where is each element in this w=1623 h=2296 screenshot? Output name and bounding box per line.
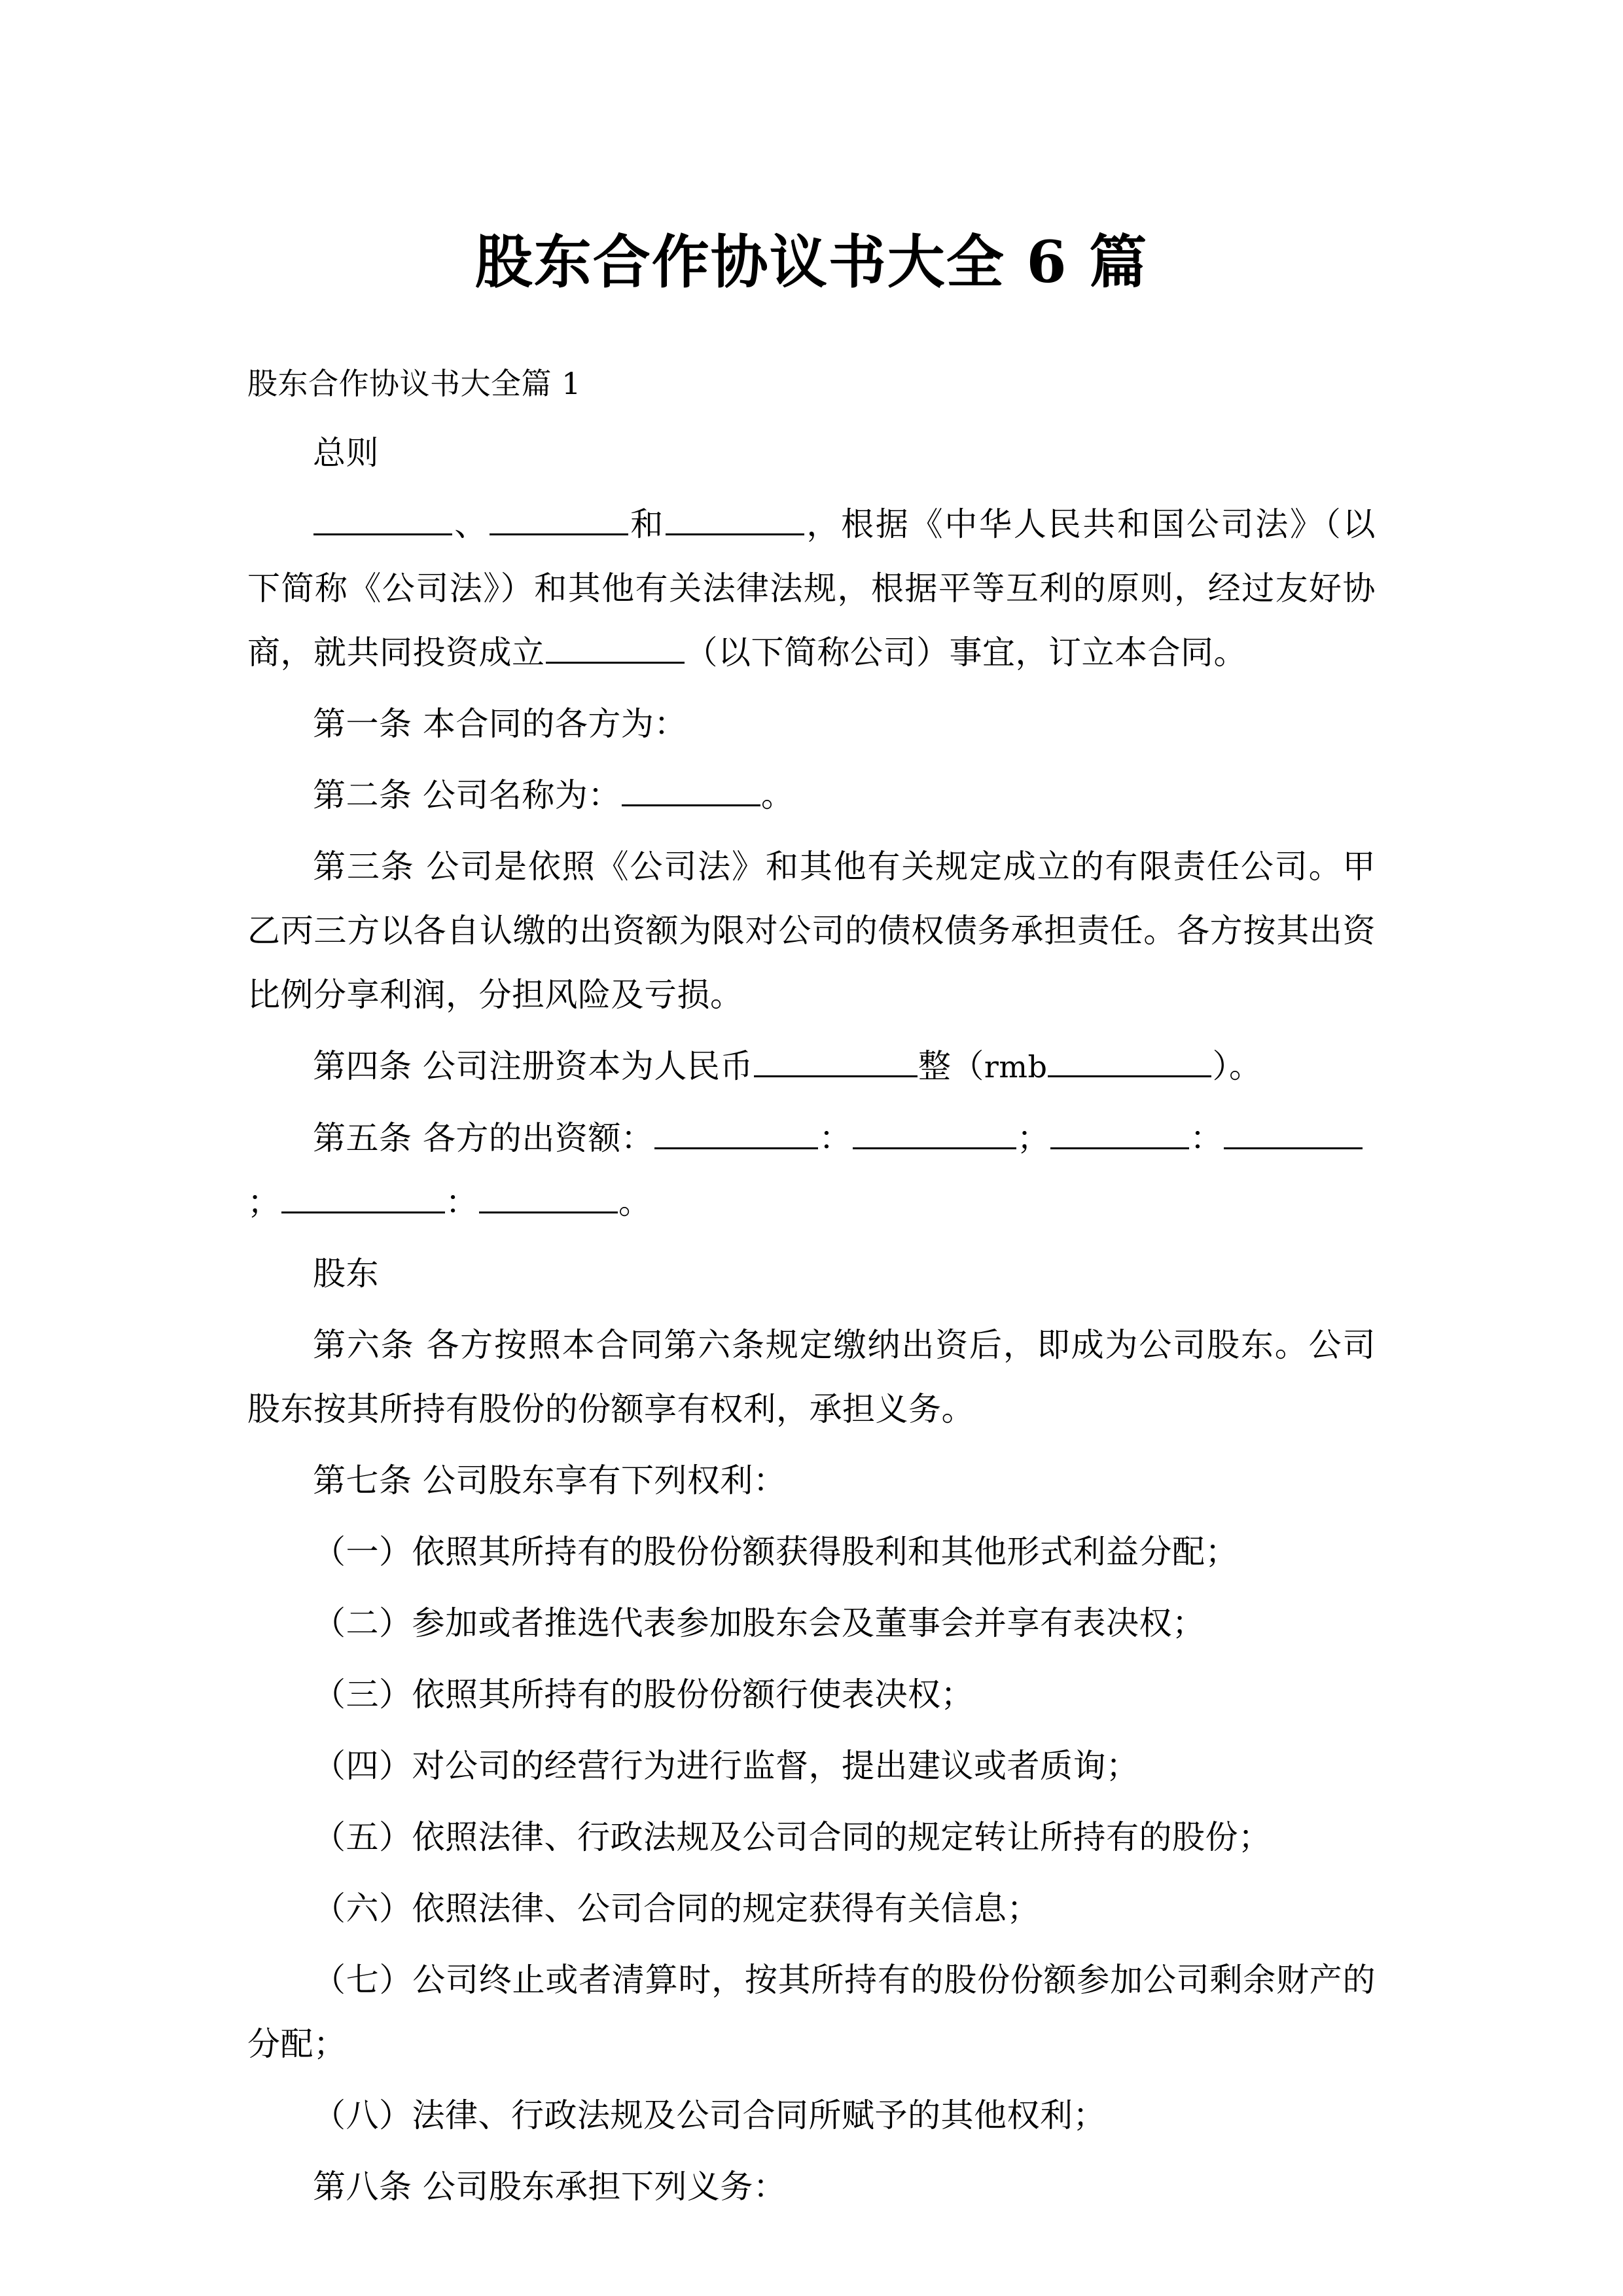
rights-item: （四）对公司的经营行为进行监督，提出建议或者质询； (313, 1747, 1139, 1785)
article-4-mid: 整（ (918, 1047, 984, 1085)
party-blank-1 (313, 503, 452, 535)
contribution-blank-4 (1224, 1117, 1363, 1149)
rights-item: （二）参加或者推选代表参加股东会及董事会并享有表决权； (313, 1604, 1205, 1642)
document-body (247, 353, 1376, 2226)
article-1: 第一条 本合同的各方为： (313, 705, 687, 743)
article-8: 第八条 公司股东承担下列义务： (313, 2168, 787, 2206)
article-3: 第三条 公司是依照《公司法》和其他有关规定成立的有限责任公司。甲乙丙三方以各自认缴的出资额为限对公司的债权债务承担责任。各方按其出资比例分享利润，分担风险及亏损。 (247, 848, 1376, 1014)
rights-item: （三）依照其所持有的股份份额行使表决权； (313, 1676, 974, 1713)
registered-capital-rmb-blank (1048, 1045, 1211, 1077)
article-4-tail: ）。 (1212, 1047, 1262, 1085)
article-6: 第六条 各方按照本合同第六条规定缴纳出资后，即成为公司股东。公司股东按其所持有股份的份额享有权利，承担义务。 (247, 1326, 1376, 1428)
article-4 (247, 1034, 1376, 1099)
contribution-blank-2 (853, 1117, 1016, 1149)
article-5 (247, 1106, 1376, 1234)
preamble-sep-1: 、 (453, 505, 490, 543)
article-5-sep-1: ： (819, 1119, 852, 1157)
article-4-head: 第四条 公司注册资本为人民币 (313, 1047, 753, 1085)
rights-item: （五）依照法律、行政法规及公司合同的规定转让所持有的股份； (313, 1818, 1272, 1856)
company-name-blank (546, 632, 685, 664)
contribution-blank-6 (479, 1181, 618, 1213)
article-7: 第七条 公司股东享有下列权利： (313, 1462, 787, 1499)
preamble-paragraph (247, 492, 1376, 685)
preamble-sep-2: 和 (629, 505, 666, 543)
rights-item: （一）依照其所持有的股份份额获得股利和其他形式利益分配； (313, 1533, 1238, 1571)
article-5-sep-3: ： (1190, 1119, 1223, 1157)
article-2-head: 第二条 公司名称为： (313, 776, 621, 814)
rmb-label: rmb (984, 1049, 1048, 1085)
company-name-value-blank (622, 774, 760, 806)
article-5-sep-5: ： (445, 1183, 478, 1221)
article-5-sep-2: ； (1016, 1119, 1050, 1157)
preamble-text-2: 简称《公司法》）和其他有关法律法规，根据平等互利的原则，经过友好协商， (247, 569, 1376, 672)
preamble-text-1: ，根据《中华人民共和国公司法》（以下 (247, 505, 1376, 607)
article-5-tail: 。 (618, 1183, 652, 1221)
preamble-text-4: （以下简称公司）事宜，订立本合同。 (685, 634, 1247, 672)
contribution-blank-5 (281, 1181, 445, 1213)
contribution-blank-1 (654, 1117, 818, 1149)
rights-item: （七）公司终止或者清算时，按其所持有的股份份额参加公司剩余财产的分配； (247, 1961, 1376, 2063)
registered-capital-blank (754, 1045, 918, 1077)
shareholder-heading: 股东 (313, 1255, 379, 1293)
article-2 (247, 763, 1376, 827)
page-title: 股东合作协议书大全 6 篇 (474, 227, 1149, 296)
section-label: 股东合作协议书大全篇 1 (247, 366, 581, 401)
rights-item: （八）法律、行政法规及公司合同所赋予的其他权利； (313, 2096, 1106, 2134)
general-heading: 总则 (313, 434, 379, 472)
rights-item: （六）依照法律、公司合同的规定获得有关信息； (313, 1890, 1040, 1928)
article-5-head: 第五条 各方的出资额： (313, 1119, 654, 1157)
party-blank-3 (666, 503, 804, 535)
article-5-sep-4: ； (247, 1183, 281, 1221)
article-2-tail: 。 (760, 776, 794, 814)
party-blank-2 (490, 503, 628, 535)
contribution-blank-3 (1050, 1117, 1189, 1149)
preamble-text-3: 就共同投资成立 (313, 634, 545, 672)
